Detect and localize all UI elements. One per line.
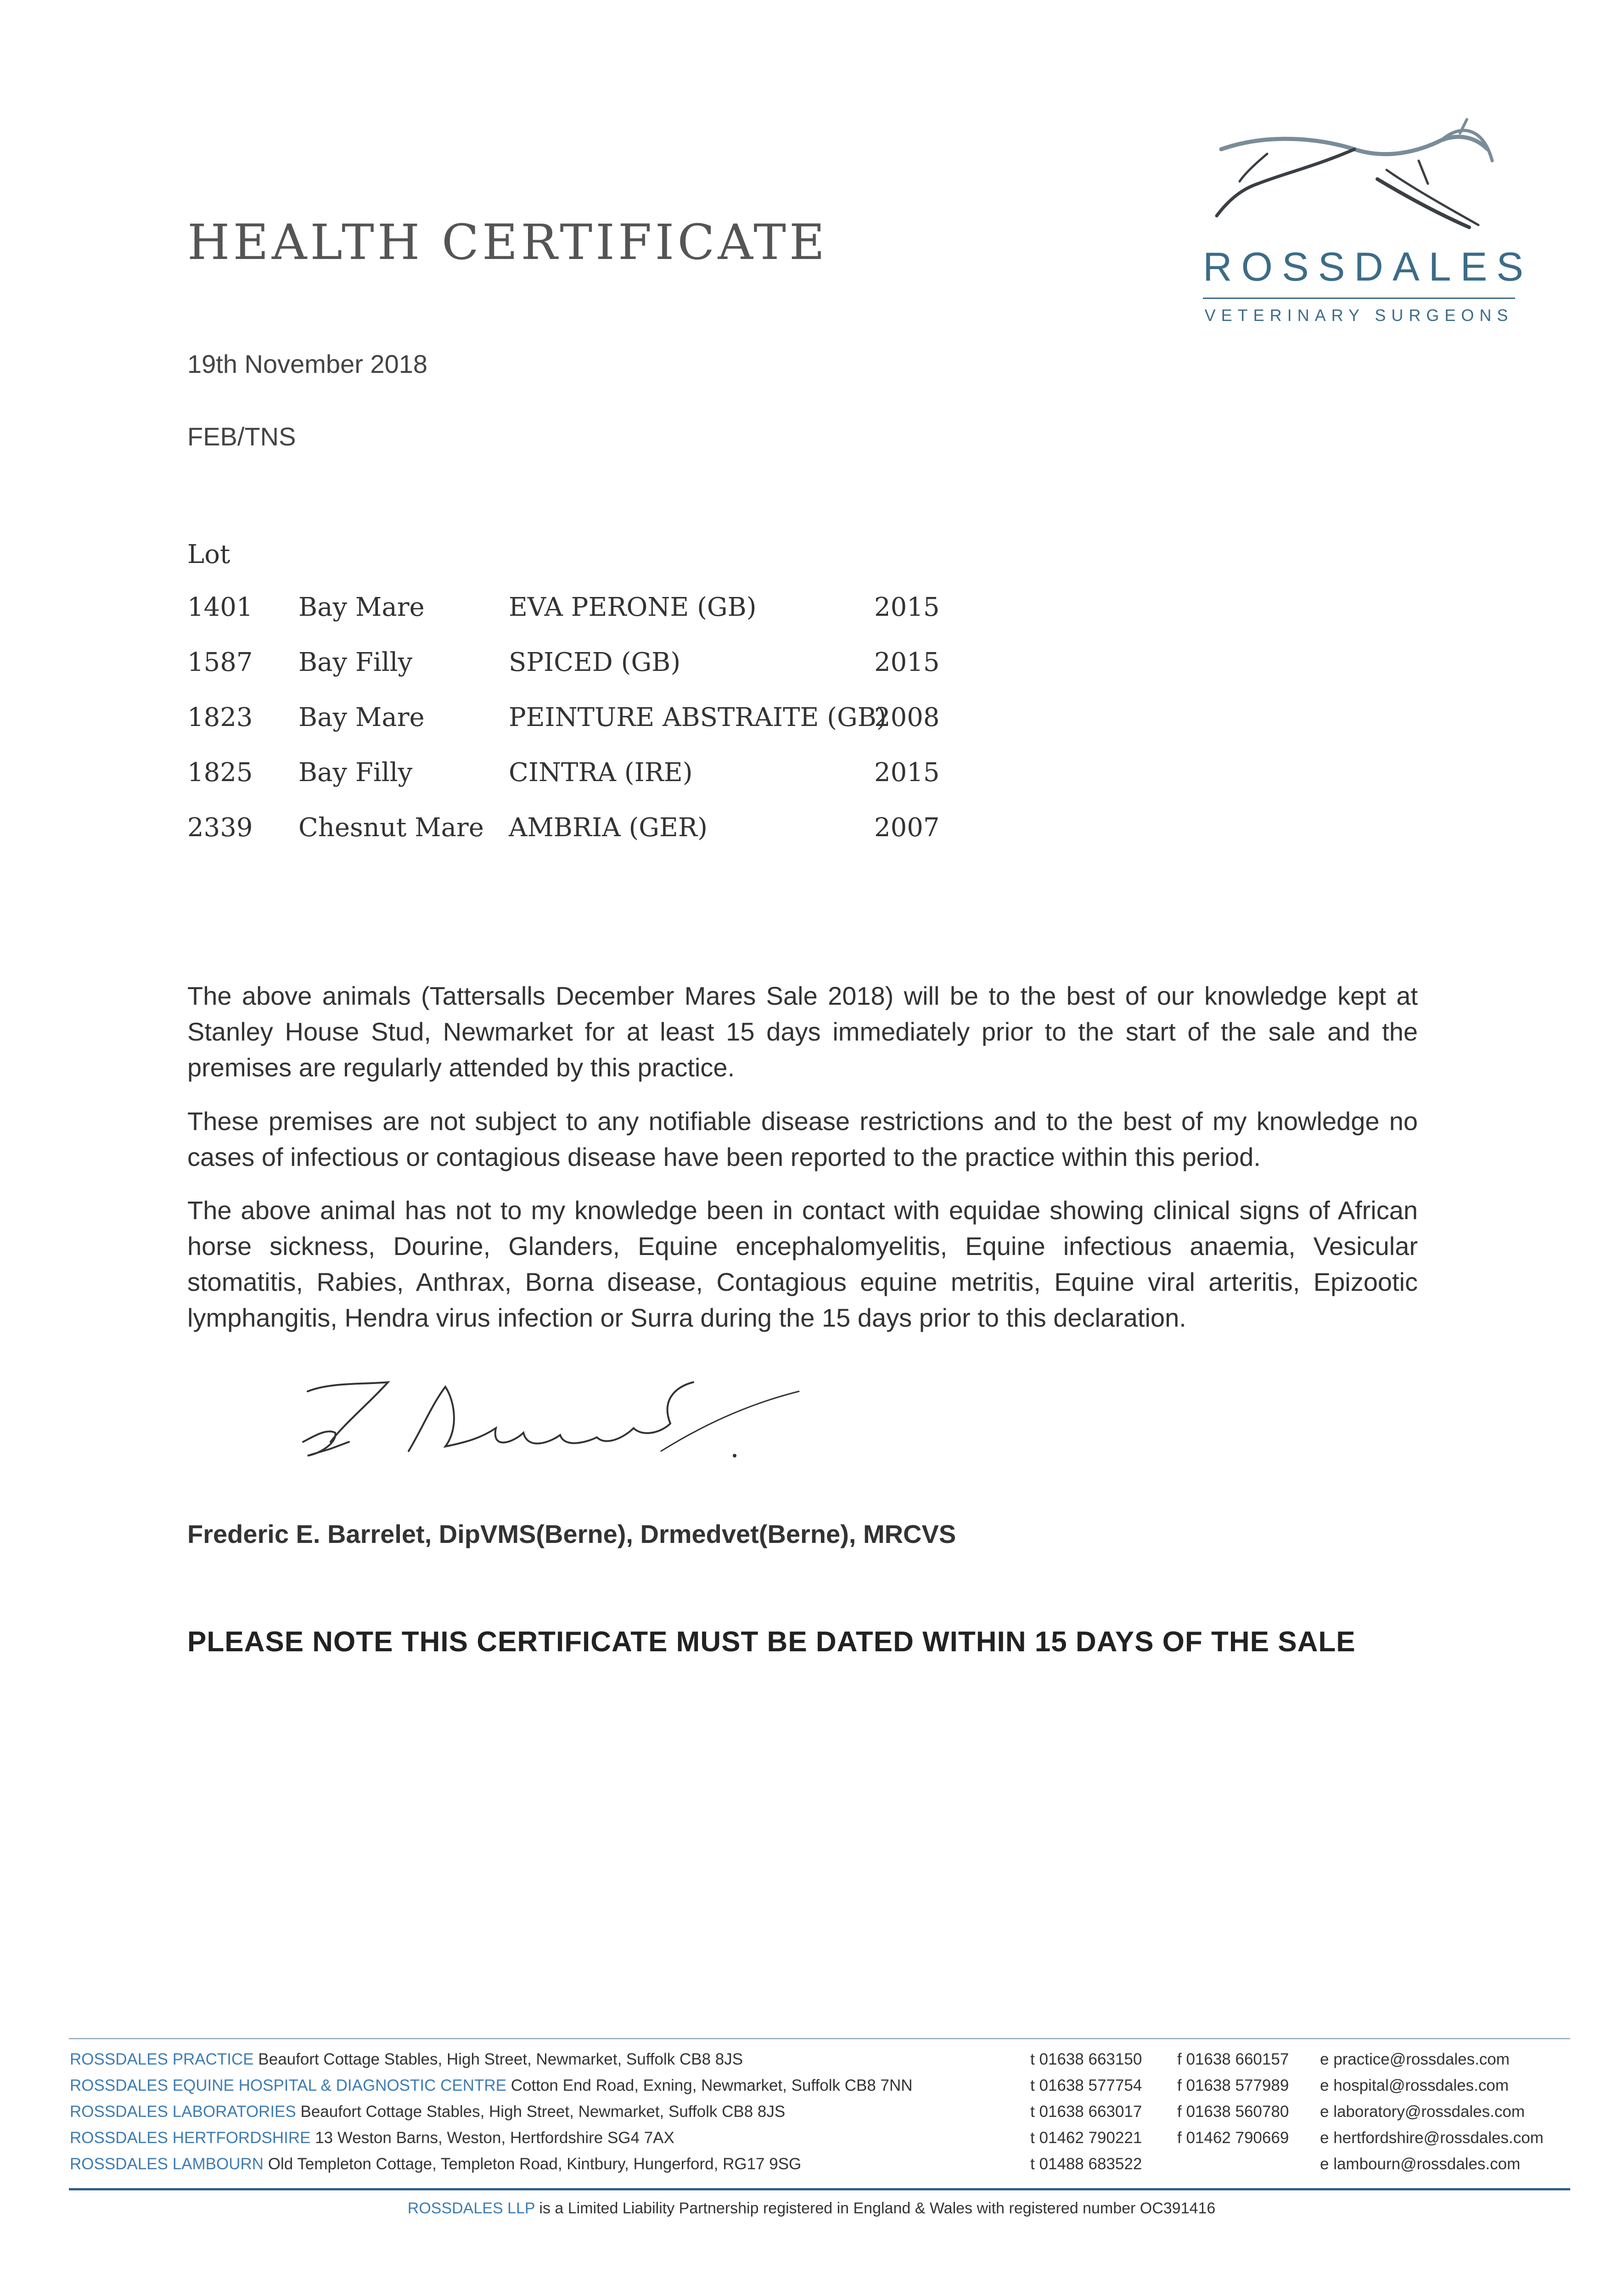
footer-email: e laboratory@rossdales.com	[1320, 2103, 1525, 2121]
horse-logo-icon	[1203, 106, 1497, 243]
footer-email: e practice@rossdales.com	[1320, 2050, 1510, 2068]
footer-address: ROSSDALES EQUINE HOSPITAL & DIAGNOSTIC CENTRE Cotton End Road, Exning, Newmarket, Suffolk CB8 7NN	[70, 2077, 913, 2094]
lot-number: 1823	[187, 703, 253, 732]
body-paragraph: The above animals (Tattersalls December Mares Sale 2018) will be to the best of our knowledge kept at Stanley House Stud, Newmarket for at least 15 days immediately prior to the start of the sale and the premises are regularly attended by this practice.	[187, 981, 1418, 1082]
footer-fax: f 01638 560780	[1177, 2103, 1289, 2121]
body-paragraph: These premises are not subject to any notifiable disease restrictions and to the best of my knowledge no cases of infectious or contagious disease have been reported to the practice within this period.	[187, 1107, 1418, 1171]
lot-number: 1401	[187, 592, 253, 622]
body-paragraph: The above animal has not to my knowledge been in contact with equidae showing clinical signs of African horse sickness, Dourine, Glanders, Equine encephalomyelitis, Equine infectious anaemia, Vesicular stomatitis, Rabies, Anthrax, Borna disease, Contagious equine metritis, Equine viral arteritis, Epizootic lymphangitis, Hendra virus infection or Surra during the 15 days prior to this declaration.	[187, 1196, 1418, 1332]
footer-email: e hospital@rossdales.com	[1320, 2077, 1509, 2094]
document-title: HEALTH CERTIFICATE	[187, 214, 828, 271]
certificate-date: 19th November 2018	[187, 349, 428, 378]
lot-description: Bay Filly	[298, 758, 413, 788]
footer-registration: ROSSDALES LLP is a Limited Liability Partnership registered in England & Wales with registered number OC391416	[407, 2200, 1216, 2217]
footer-fax: f 01638 660157	[1177, 2050, 1289, 2068]
footer-fax: f 01462 790669	[1177, 2129, 1289, 2147]
footer-phone: t 01638 663017	[1030, 2103, 1142, 2121]
footer-address: ROSSDALES PRACTICE Beaufort Cottage Stables, High Street, Newmarket, Suffolk CB8 8JS	[70, 2050, 743, 2068]
brand-tagline: VETERINARY SURGEONS	[1204, 306, 1514, 325]
footer-address: ROSSDALES HERTFORDSHIRE 13 Weston Barns, Weston, Hertfordshire SG4 7AX	[70, 2129, 674, 2147]
footer-divider	[69, 2038, 1570, 2039]
footer-address: ROSSDALES LAMBOURN Old Templeton Cottage, Templeton Road, Kintbury, Hungerford, RG17 9SG	[70, 2155, 802, 2173]
lot-number: 1587	[187, 647, 253, 677]
rossdales-logo	[1185, 106, 1533, 344]
lot-description: Bay Filly	[298, 647, 413, 677]
important-notice: PLEASE NOTE THIS CERTIFICATE MUST BE DATED WITHIN 15 DAYS OF THE SALE	[187, 1626, 1356, 1658]
lot-horse-name: SPICED (GB)	[509, 647, 681, 677]
reference-code: FEB/TNS	[187, 422, 296, 451]
lot-year: 2007	[874, 813, 940, 843]
footer-address: ROSSDALES LABORATORIES Beaufort Cottage Stables, High Street, Newmarket, Suffolk CB8 8JS	[70, 2103, 786, 2121]
lot-horse-name: EVA PERONE (GB)	[509, 592, 757, 622]
lot-horse-name: CINTRA (IRE)	[509, 758, 693, 788]
lot-description: Bay Mare	[298, 592, 425, 622]
footer-phone: t 01488 683522	[1030, 2155, 1142, 2173]
lot-number: 1825	[187, 758, 253, 788]
lot-year: 2015	[874, 592, 940, 622]
brand-name: ROSSDALES	[1203, 244, 1533, 289]
brand-divider	[1203, 298, 1515, 299]
footer-bottom-divider	[69, 2188, 1570, 2190]
lot-year: 2015	[874, 758, 940, 788]
lot-horse-name: AMBRIA (GER)	[509, 813, 708, 843]
lot-heading: Lot	[187, 540, 230, 569]
footer-phone: t 01638 577754	[1030, 2077, 1142, 2094]
signer-name: Frederic E. Barrelet, DipVMS(Berne), Drmedvet(Berne), MRCVS	[187, 1519, 956, 1548]
footer-fax: f 01638 577989	[1177, 2077, 1289, 2094]
footer-phone: t 01638 663150	[1030, 2050, 1142, 2068]
footer-email: e hertfordshire@rossdales.com	[1320, 2129, 1544, 2147]
lot-number: 2339	[187, 813, 253, 843]
lot-description: Bay Mare	[298, 703, 425, 732]
lot-year: 2008	[874, 703, 940, 732]
lot-year: 2015	[874, 647, 940, 677]
footer-phone: t 01462 790221	[1030, 2129, 1142, 2147]
lot-description: Chesnut Mare	[298, 813, 484, 843]
signature-icon	[294, 1373, 808, 1483]
lot-horse-name: PEINTURE ABSTRAITE (GB)	[509, 703, 887, 732]
footer-email: e lambourn@rossdales.com	[1320, 2155, 1521, 2173]
